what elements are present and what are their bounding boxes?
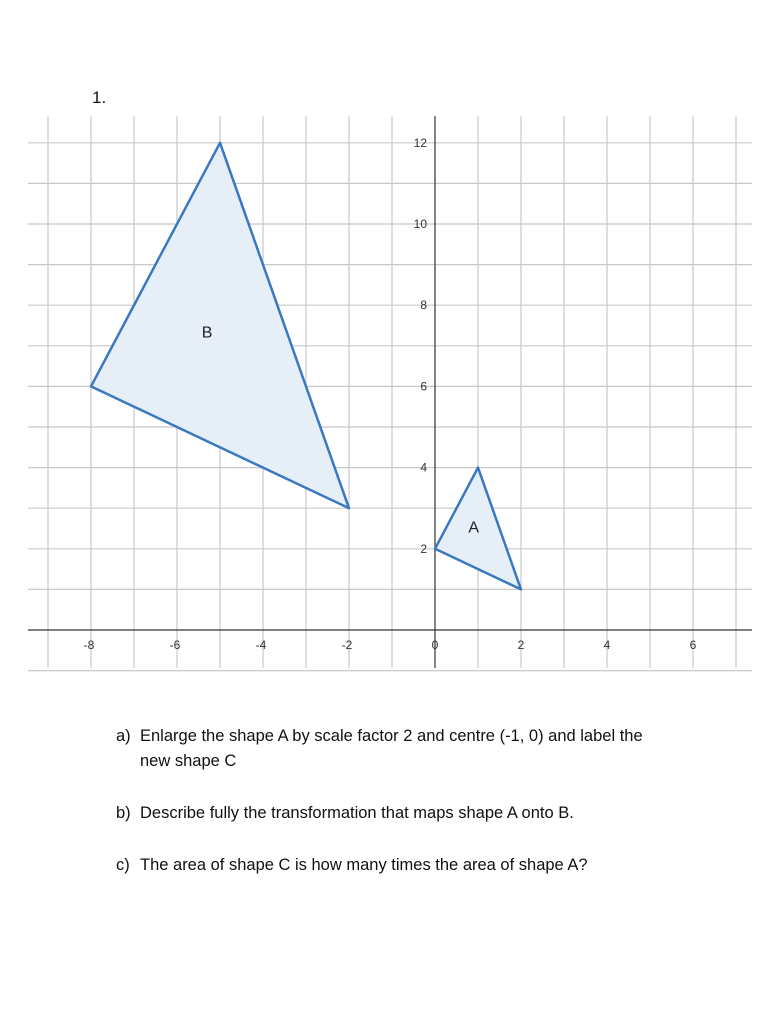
- x-tick-label: 2: [517, 638, 525, 652]
- x-tick-label: 0: [431, 638, 439, 652]
- y-tick-label: 4: [420, 460, 427, 475]
- question-c: [116, 853, 676, 878]
- question-number: 1.: [92, 88, 107, 107]
- x-tick-label: -2: [341, 638, 353, 652]
- y-tick-label: 2: [420, 541, 427, 556]
- y-tick-label: 10: [413, 217, 427, 231]
- x-tick-label: -6: [169, 638, 181, 652]
- question-c-letter: c): [116, 856, 130, 874]
- x-tick-label: -8: [83, 638, 95, 652]
- question-a-text: Enlarge the shape A by scale factor 2 and centre (-1, 0) and label the new shape C: [140, 727, 643, 770]
- question-c-text: The area of shape C is how many times the area of shape A?: [140, 856, 588, 874]
- x-tick-label: -4: [255, 638, 267, 652]
- x-tick-label: 6: [689, 638, 697, 652]
- y-tick-label: 12: [413, 135, 427, 150]
- question-b-text: Describe fully the transformation that maps shape A onto B.: [140, 804, 574, 822]
- question-a: [116, 724, 676, 774]
- y-tick-label: 8: [420, 298, 427, 313]
- shape-label-a: A: [468, 519, 480, 537]
- question-list: [116, 724, 676, 905]
- question-a-letter: a): [116, 727, 131, 745]
- question-b-letter: b): [116, 804, 131, 822]
- y-tick-label: 6: [420, 379, 427, 394]
- x-tick-label: 4: [603, 638, 611, 652]
- shape-label-b: B: [201, 324, 213, 342]
- question-b: [116, 801, 676, 826]
